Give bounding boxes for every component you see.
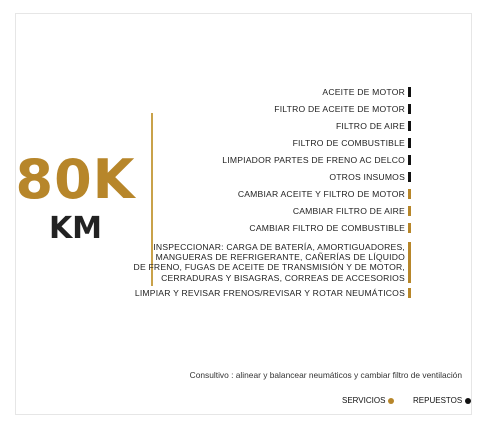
- legend-servicios-label: SERVICIOS: [342, 396, 386, 405]
- maintenance-item-servicios: [238, 189, 405, 199]
- maintenance-item-label: [274, 104, 405, 114]
- maintenance-item-repuestos: [322, 87, 405, 97]
- maintenance-item-repuestos: [336, 121, 405, 131]
- legend-repuestos-label: REPUESTOS: [413, 396, 463, 405]
- item-line: DE FRENO, FUGAS DE ACEITE DE TRANSMISIÓN Y DE MOTOR,: [133, 262, 405, 273]
- mileage-value: 80K: [15, 148, 136, 211]
- item-line: ACEITE DE MOTOR: [322, 87, 405, 97]
- item-line: CAMBIAR FILTRO DE AIRE: [292, 206, 405, 216]
- item-line: MANGUERAS DE REFRIGERANTE, CAÑERÍAS DE LÍQUIDO: [155, 252, 405, 263]
- maintenance-item-label: [322, 87, 405, 97]
- item-line: LIMPIAR Y REVISAR FRENOS/REVISAR Y ROTAR NEUMÁTICOS: [134, 288, 405, 298]
- maintenance-item-label: [249, 223, 405, 233]
- maintenance-item-label: [336, 121, 405, 131]
- gold-marker-icon: [408, 223, 411, 233]
- item-line: INSPECCIONAR: CARGA DE BATERÍA, AMORTIGUADORES,: [153, 242, 405, 252]
- mileage-unit: KM: [48, 211, 103, 246]
- maintenance-item-label: [329, 172, 405, 182]
- item-line: OTROS INSUMOS: [329, 172, 405, 182]
- black-dot-icon: [465, 398, 471, 404]
- item-line: FILTRO DE ACEITE DE MOTOR: [274, 104, 405, 114]
- black-marker-icon: [408, 87, 411, 97]
- maintenance-item-repuestos: [222, 155, 405, 165]
- black-marker-icon: [408, 121, 411, 131]
- legend-servicios: [342, 396, 394, 405]
- legend-repuestos: [413, 396, 471, 405]
- gold-marker-icon: [408, 242, 411, 283]
- item-line: CERRADURAS Y BISAGRAS, CORREAS DE ACCESORIOS: [161, 272, 405, 283]
- maintenance-item-repuestos: [293, 138, 405, 148]
- item-line: CAMBIAR FILTRO DE COMBUSTIBLE: [249, 223, 405, 233]
- item-line: CAMBIAR ACEITE Y FILTRO DE MOTOR: [237, 189, 405, 199]
- black-marker-icon: [408, 172, 411, 182]
- maintenance-item-servicios: [134, 242, 405, 283]
- maintenance-item-servicios: [249, 223, 405, 233]
- maintenance-item-servicios: [135, 288, 405, 298]
- item-line: LIMPIADOR PARTES DE FRENO AC DELCO: [222, 155, 405, 165]
- gold-marker-icon: [408, 206, 411, 216]
- maintenance-item-servicios: [293, 206, 405, 216]
- maintenance-item-label: [134, 242, 405, 283]
- maintenance-item-label: [293, 138, 405, 148]
- maintenance-item-label: [238, 189, 405, 199]
- mileage-block: [15, 150, 136, 246]
- black-marker-icon: [408, 104, 411, 114]
- black-marker-icon: [408, 155, 411, 165]
- maintenance-item-label: [293, 206, 405, 216]
- maintenance-item-repuestos: [329, 172, 405, 182]
- maintenance-item-label: [222, 155, 405, 165]
- maintenance-item-label: [135, 288, 405, 298]
- item-line: FILTRO DE AIRE: [335, 121, 405, 131]
- gold-dot-icon: [388, 398, 394, 404]
- gold-marker-icon: [408, 189, 411, 199]
- item-line: FILTRO DE COMBUSTIBLE: [292, 138, 405, 148]
- maintenance-item-repuestos: [274, 104, 405, 114]
- advisory-note: Consultivo : alinear y balancear neumáticos y cambiar filtro de ventilación: [189, 370, 462, 380]
- gold-marker-icon: [408, 288, 411, 298]
- black-marker-icon: [408, 138, 411, 148]
